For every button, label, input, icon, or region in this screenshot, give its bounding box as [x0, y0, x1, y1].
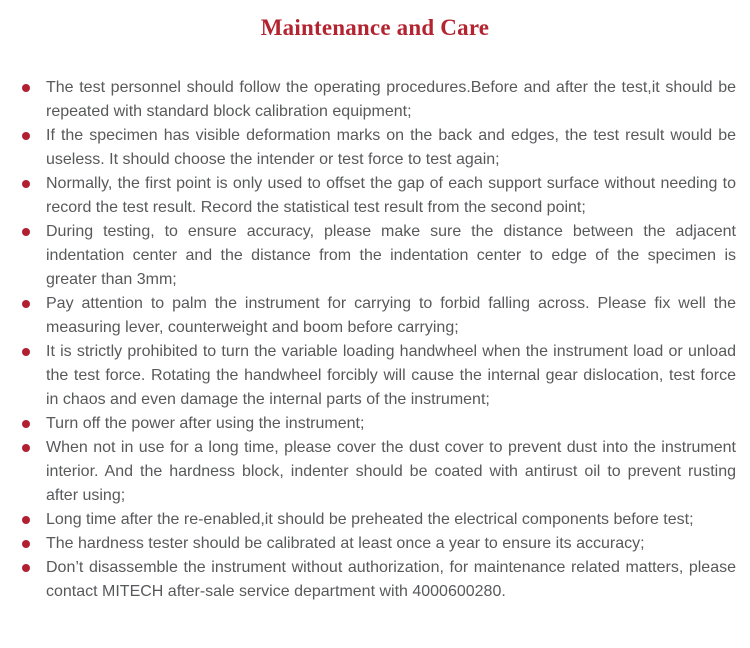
- list-item: [0, 508, 736, 532]
- list-item: [0, 412, 736, 436]
- bullet-icon: [22, 228, 30, 236]
- bullet-icon: [22, 180, 30, 188]
- list-item-text: Long time after the re-enabled,it should be preheated the electrical components before test;: [46, 510, 694, 528]
- list-item-text: When not in use for a long time, please cover the dust cover to prevent dust into the instrument interior. And the hardness block, indenter should be coated with antirust oil to prevent rusting after using;: [46, 438, 736, 504]
- list-item: [0, 172, 736, 220]
- bullet-icon: [22, 420, 30, 428]
- list-item-text: Normally, the first point is only used to offset the gap of each support surface without needing to record the test result. Record the statistical test result from the second point;: [46, 174, 736, 216]
- list-item-text: If the specimen has visible deformation marks on the back and edges, the test result would be useless. It should choose the intender or test force to test again;: [46, 126, 736, 168]
- list-item: [0, 292, 736, 340]
- bullet-icon: [22, 564, 30, 572]
- list-item: [0, 220, 736, 292]
- list-item-text: Turn off the power after using the instrument;: [46, 414, 365, 432]
- list-item-text: The hardness tester should be calibrated at least once a year to ensure its accuracy;: [46, 534, 645, 552]
- list-item-text: Don’t disassemble the instrument without authorization, for maintenance related matters, please contact MITECH after-sale service department with 4000600280.: [46, 558, 736, 600]
- list-item-text: During testing, to ensure accuracy, please make sure the distance between the adjacent indentation center and the distance from the indentation center to edge of the specimen is greater than 3mm;: [46, 222, 736, 288]
- bullet-icon: [22, 444, 30, 452]
- list-item: [0, 76, 736, 124]
- list-item: [0, 532, 736, 556]
- list-item: [0, 340, 736, 412]
- page-title: Maintenance and Care: [260, 15, 490, 40]
- document-page: [0, 13, 750, 648]
- bullet-icon: [22, 348, 30, 356]
- bullet-icon: [22, 300, 30, 308]
- list-item-text: It is strictly prohibited to turn the variable loading handwheel when the instrument load or unload the test force. Rotating the handwheel forcibly will cause the internal gear dislocation, test force in chaos and even damage the internal parts of the instrument;: [46, 342, 736, 408]
- list-item: [0, 556, 736, 604]
- list-item-text: Pay attention to palm the instrument for carrying to forbid falling across. Please fix well the measuring lever, counterweight and boom before carrying;: [46, 294, 736, 336]
- bullet-icon: [22, 132, 30, 140]
- bullet-icon: [22, 540, 30, 548]
- list-item: [0, 436, 736, 508]
- list-item: [0, 124, 736, 172]
- list-item-text: The test personnel should follow the operating procedures.Before and after the test,it should be repeated with standard block calibration equipment;: [46, 78, 736, 120]
- bullet-icon: [22, 516, 30, 524]
- bullet-icon: [22, 84, 30, 92]
- maintenance-care-list: [0, 76, 750, 604]
